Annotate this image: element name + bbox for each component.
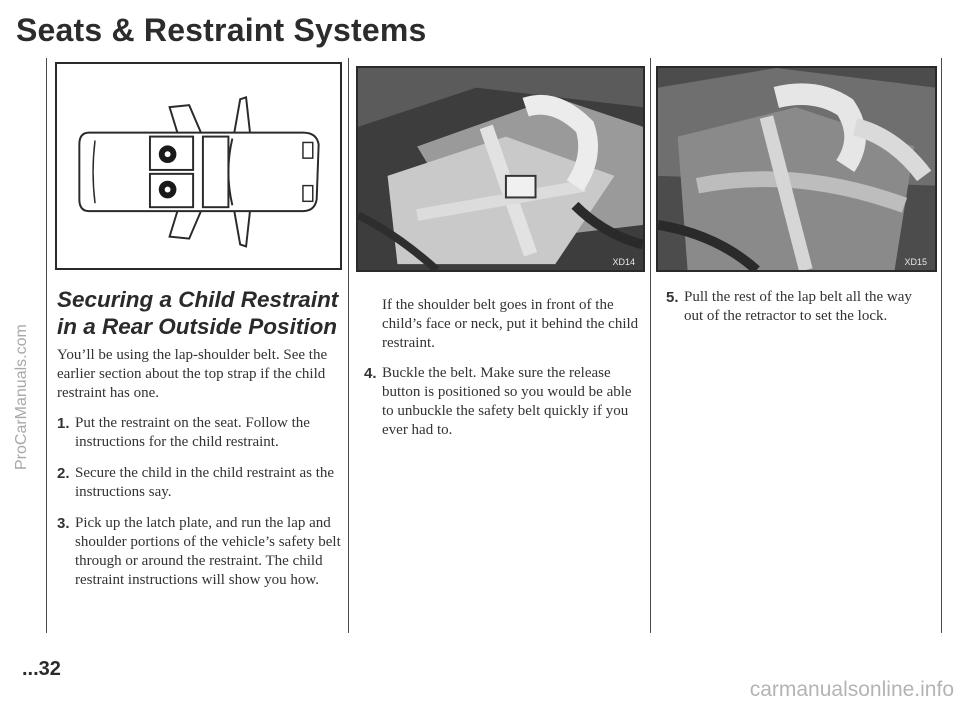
intro-paragraph: You’ll be using the lap-shoulder belt. See the earlier section about the top strap if the child restraint has one. — [57, 347, 328, 401]
vehicle-diagram — [55, 62, 342, 270]
step-number: 4. — [364, 365, 377, 382]
step-number: 3. — [57, 515, 70, 532]
step-item — [364, 364, 644, 440]
column-rule-left — [46, 58, 47, 633]
page-number: ...32 — [22, 658, 61, 680]
belt-routing-photo — [356, 66, 645, 272]
step-text: Put the restraint on the seat. Follow the instructions for the child restraint. — [75, 415, 310, 450]
side-watermark: ProCarManuals.com — [13, 324, 30, 470]
column-right-text — [666, 288, 934, 338]
step-item — [666, 288, 934, 326]
step-text: Secure the child in the child restraint as the instructions say. — [75, 465, 335, 500]
step-number: 2. — [57, 465, 70, 482]
column-rule-right — [650, 58, 651, 633]
belt-routing-photo-art — [358, 68, 643, 270]
column-left-text — [57, 346, 342, 602]
photo-code-label: XD15 — [904, 257, 927, 267]
step-text: Buckle the belt. Make sure the release button is positioned so you would be able to unbuckle the safety belt quickly if you ever had to. — [382, 365, 632, 438]
vehicle-diagram-svg — [57, 64, 340, 268]
lap-belt-lock-photo-art — [658, 68, 935, 270]
section-heading — [57, 286, 347, 340]
step-text: Pick up the latch plate, and run the lap and shoulder portions of the vehicle’s safety belt through or around the restraint. The child restraint instructions will show you how. — [75, 515, 341, 588]
column-rule-middle — [348, 58, 349, 633]
page-title: Seats & Restraint Systems — [16, 12, 427, 48]
lap-belt-lock-photo — [656, 66, 937, 272]
step-number: 1. — [57, 415, 70, 432]
step-number: 5. — [666, 289, 679, 306]
continuation-paragraph: If the shoulder belt goes in front of the child’s face or neck, put it behind the child restraint. — [382, 297, 639, 351]
step-item — [57, 464, 342, 502]
section-heading-line-2: in a Rear Outside Position — [57, 314, 338, 339]
step-text: Pull the rest of the lap belt all the way out of the retractor to set the lock. — [684, 289, 912, 324]
step-item — [57, 514, 342, 590]
step-item — [57, 414, 342, 452]
section-heading-line-1: Securing a Child Restraint — [57, 287, 339, 312]
photo-code-label: XD14 — [612, 257, 635, 267]
column-rule-far-right — [941, 58, 942, 633]
footer-watermark: carmanualsonline.info — [749, 678, 954, 701]
column-middle-text — [364, 296, 644, 452]
